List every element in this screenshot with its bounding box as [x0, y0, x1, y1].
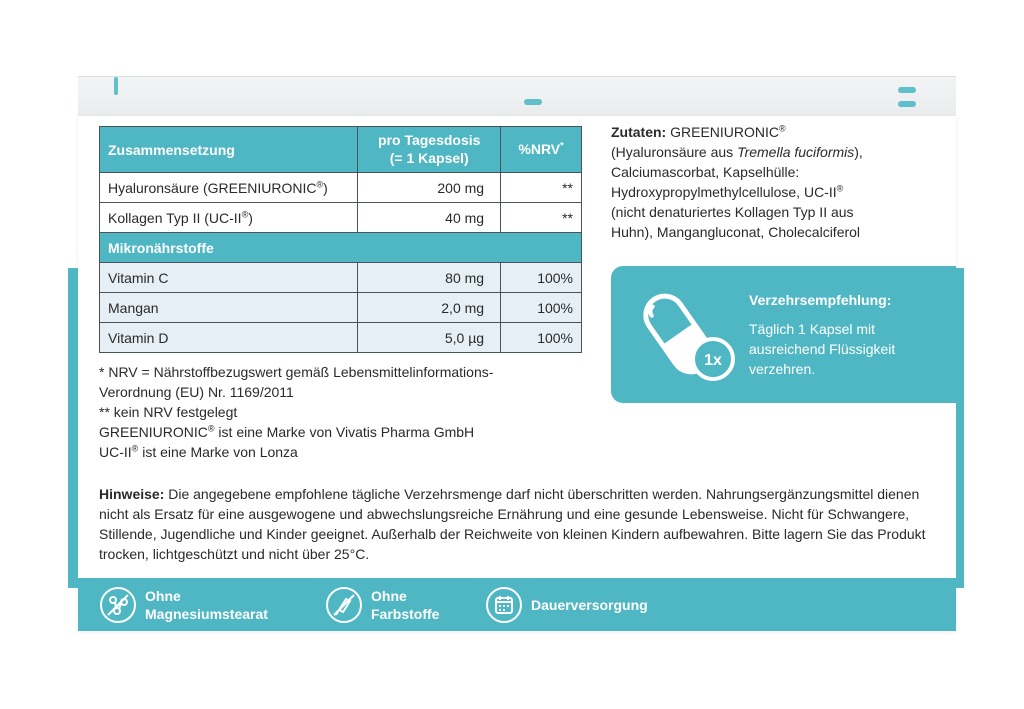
column-header-nrv — [501, 127, 582, 173]
table-row — [100, 263, 582, 293]
row-nrv: 100% — [501, 293, 582, 323]
row-amount: 200 mg — [358, 173, 501, 203]
table-header — [100, 127, 582, 173]
row-name: Kollagen Typ II (UC-II®) — [100, 203, 358, 233]
column-header-daily-dose — [358, 127, 501, 173]
footnote-line: GREENIURONIC® ist eine Marke von Vivatis Pharma GmbH — [99, 423, 475, 440]
row-amount: 80 mg — [358, 263, 501, 293]
row-amount: 2,0 mg — [358, 293, 501, 323]
capsule-icon — [633, 284, 743, 389]
row-name: Vitamin D — [100, 323, 358, 353]
feature-label: Ohne Farbstoffe — [371, 587, 440, 622]
ingredients-line: Zutaten: GREENIURONIC® — [611, 123, 786, 140]
nrv-label: %NRV — [518, 140, 561, 157]
package-top-flap — [78, 76, 956, 118]
feature-band — [78, 578, 956, 631]
package-edge-left — [68, 268, 78, 588]
daily-dose-sublabel: (= 1 Kapsel) — [389, 149, 469, 166]
ingredients-line: Huhn), Mangangluconat, Cholecalciferol — [611, 224, 861, 240]
ingredients — [611, 122, 911, 242]
footnote-line: ** kein NRV festgelegt — [99, 404, 238, 420]
row-name: Mangan — [100, 293, 358, 323]
footnotes — [99, 362, 579, 462]
footnote-line: UC-II® ist eine Marke von Lonza — [99, 443, 298, 460]
ingredients-line: (nicht denaturiertes Kollagen Typ II aus — [611, 204, 854, 220]
table-row — [100, 293, 582, 323]
notes — [99, 484, 929, 564]
table-row — [100, 323, 582, 353]
ingredients-line: Hydroxypropylmethylcellulose, UC-II® — [611, 183, 844, 200]
dose-count-badge: 1x — [704, 352, 722, 369]
package-edge-right — [956, 268, 964, 588]
nutrition-table — [99, 126, 582, 353]
ingredients-line: Calciumascorbat, Kapselhülle: — [611, 164, 800, 180]
flap-decoration — [114, 77, 118, 95]
notes-text: Die angegebene empfohlene tägliche Verzehrsmenge darf nicht überschritten werden. Nahrungsergänzungsmittel dienen nicht als Ersatz für eine ausgewogene und abwechslungsreiche Ernährung und eine gesunde Lebensweise. Nicht für Schwangere, Stillende, Jugendliche und Kinder geeignet. Außerhalb der Reichweite von kleinen Kindern aufbewahren. Bitte lagern Sie das Produkt trocken, lichtgeschützt und nicht über 25°C. — [99, 486, 926, 562]
notes-label: Hinweise: — [99, 486, 165, 502]
footnote-line: Verordnung (EU) Nr. 1169/2011 — [99, 384, 294, 400]
row-nrv: 100% — [501, 263, 582, 293]
no-dye-icon — [326, 587, 362, 623]
row-nrv: 100% — [501, 323, 582, 353]
nrv-sup: * — [560, 140, 564, 151]
dosage-recommendation — [611, 266, 956, 403]
flap-decoration — [524, 99, 542, 105]
flap-decoration — [898, 87, 916, 93]
recommendation-text: Täglich 1 Kapsel mit ausreichend Flüssigkeit verzehren. — [749, 321, 896, 377]
flap-decoration — [898, 101, 916, 107]
section-title: Mikronährstoffe — [100, 233, 582, 263]
feature-label: Ohne Magnesiumstearat — [145, 587, 268, 622]
feature-no-dyes — [326, 578, 439, 631]
row-amount: 5,0 µg — [358, 323, 501, 353]
feature-continuous-supply — [486, 578, 648, 631]
ingredients-line: (Hyaluronsäure aus Tremella fuciformis), — [611, 144, 863, 160]
table-row — [100, 203, 582, 233]
daily-dose-label: pro Tagesdosis — [378, 132, 481, 148]
calendar-icon — [486, 587, 522, 623]
table-row — [100, 173, 582, 203]
feature-label: Dauerversorgung — [531, 596, 648, 613]
table-section-row — [100, 233, 582, 263]
row-nrv: ** — [501, 203, 582, 233]
column-header-composition: Zusammensetzung — [100, 127, 358, 173]
row-nrv: ** — [501, 173, 582, 203]
recommendation-title: Verzehrsempfehlung: — [749, 292, 892, 308]
molecule-icon — [100, 587, 136, 623]
feature-no-magnesium-stearate — [100, 578, 268, 631]
ingredients-label: Zutaten: — [611, 124, 667, 140]
footnote-line: * NRV = Nährstoffbezugswert gemäß Lebensmittelinformations- — [99, 364, 494, 380]
row-name: Vitamin C — [100, 263, 358, 293]
row-amount: 40 mg — [358, 203, 501, 233]
row-name: Hyaluronsäure (GREENIURONIC®) — [100, 173, 358, 203]
